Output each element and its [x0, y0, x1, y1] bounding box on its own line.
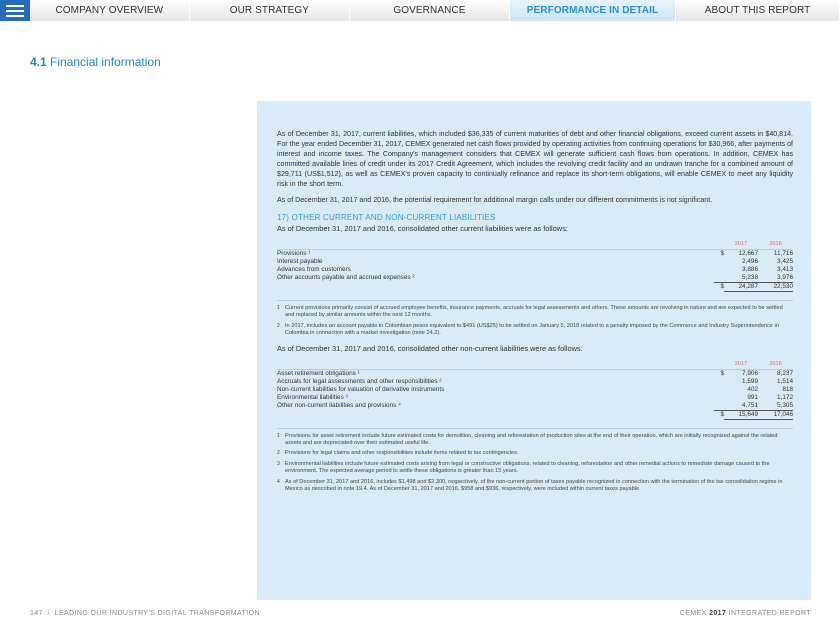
row-label: Non-current liabilities for valuation of derivative instruments	[277, 385, 445, 393]
table-row	[277, 402, 793, 411]
footer-separator: /	[45, 610, 53, 617]
tab-about-this-report[interactable]: ABOUT THIS REPORT	[676, 0, 840, 21]
hamburger-menu-icon[interactable]	[0, 0, 30, 21]
non-current-liabilities-table	[277, 359, 793, 420]
table-header-row	[277, 239, 793, 250]
row-value-2016: 818	[782, 385, 793, 393]
row-currency	[714, 258, 724, 266]
tab-governance[interactable]: GOVERNANCE	[350, 0, 510, 21]
total-value-2016: 17,046	[758, 410, 793, 419]
table-total-row	[277, 283, 793, 292]
row-value-2017: 2,496	[742, 258, 758, 265]
table1-intro: As of December 31, 2017 and 2016, consolidated other current liabilities were as follows:	[277, 224, 568, 233]
row-label: Environmental liabilities ³	[277, 393, 348, 401]
header-currency-cell	[714, 359, 724, 370]
footnote	[277, 305, 793, 320]
row-value-2017: 4,751	[742, 401, 758, 409]
header-year-2017: 2017	[724, 239, 758, 250]
table-total-row	[277, 410, 793, 419]
table-row	[277, 369, 793, 378]
tab-performance-in-detail[interactable]: PERFORMANCE IN DETAIL	[510, 0, 676, 21]
header-label-cell	[277, 359, 714, 370]
footnote-number: 2	[277, 450, 280, 457]
footnote-number: 1	[277, 432, 280, 439]
table1-footnotes	[277, 300, 793, 338]
footnote-number: 3	[277, 460, 280, 467]
footer-left-text: LEADING OUR INDUSTRY'S DIGITAL TRANSFORMATION	[54, 610, 260, 617]
footer-right-text: INTEGRATED REPORT	[728, 610, 811, 617]
row-value-2016: 3,425	[777, 258, 793, 265]
row-value-2016: 5,305	[777, 401, 793, 409]
table-row	[277, 266, 793, 274]
footer-brand: CEMEX	[679, 610, 707, 617]
footnote-number: 1	[277, 305, 280, 311]
header-currency-cell	[714, 239, 724, 250]
total-label-cell	[277, 410, 714, 419]
table-row	[277, 394, 793, 402]
footnote-text: Provisions for asset retirement include future estimated costs for demolition, cleaning and reforestation of production sites at the end of their operation, which are initially recognized against the related assets and are depreciated over their estimated useful life.	[285, 432, 778, 447]
row-value-2016: 3,976	[777, 274, 793, 281]
total-label-cell	[277, 283, 714, 292]
footnote-number: 4	[277, 478, 280, 485]
footnote-text: As of December 31, 2017 and 2016, includes $1,498 and $2,300, respectively, of the non-current portion of taxes payable recognized in connection with the termination of the tax consolidation regime in Mexico as described in note 19.4. As of December 31, 2017 and 2016, $958 and $936, respectively, were included within current taxes payable.	[285, 478, 783, 493]
footnote	[277, 323, 793, 338]
row-value-2017: 12,667	[738, 250, 758, 257]
row-currency: $	[720, 250, 724, 257]
section-title	[30, 55, 161, 69]
footnote-number: 2	[277, 322, 280, 329]
row-value-2017: 3,886	[742, 266, 758, 273]
total-currency: $	[714, 283, 724, 292]
total-value-2016: 22,530	[758, 283, 793, 292]
table2-footnotes	[277, 428, 793, 494]
footnote-text: Provisions for legal claims and other responsibilities include items related to tax contingencies.	[285, 450, 519, 457]
tab-company-overview[interactable]: COMPANY OVERVIEW	[30, 0, 190, 21]
row-currency: $	[720, 369, 724, 377]
row-value-2017: 402	[747, 385, 758, 393]
current-liabilities-table	[277, 239, 793, 292]
row-value-2017: 1,599	[742, 377, 758, 385]
header-year-2016: 2016	[758, 359, 793, 370]
row-value-2016: 1,172	[777, 393, 793, 401]
table-row	[277, 274, 793, 283]
header-year-2017: 2017	[724, 359, 758, 370]
footnote-text: In 2017, includes an account payable in Colombian pesos equivalent to $491 (US$25) to be settled on January 5, 2018 related to a penalty imposed by the Commerce and Industry Superintendence in Colombia in connection with a market investigation (note 24.2).	[285, 322, 779, 337]
row-value-2016: 3,413	[777, 266, 793, 273]
row-label: Other non-current liabilities and provisions ⁴	[277, 401, 401, 409]
row-value-2016: 1,514	[777, 377, 793, 385]
footnote	[277, 461, 793, 476]
row-value-2016: 11,716	[773, 250, 793, 257]
paragraph-margin-calls: As of December 31, 2017 and 2016, the potential requirement for additional margin calls under our different commitments is not significant.	[277, 196, 713, 204]
content-body	[277, 129, 793, 499]
footer-right	[680, 610, 811, 617]
total-currency: $	[714, 410, 724, 419]
row-label: Accruals for legal assessments and other responsibilities ²	[277, 377, 442, 385]
table-row	[277, 378, 793, 386]
header-label-cell	[277, 239, 714, 250]
footnote-text: Current provisions primarily consist of accrued employee benefits, insurance payments, accruals for legal assessments and others. These amounts are revolving in nature and are expected to be settled and replaced by similar amounts within the next 12 months.	[285, 305, 783, 319]
subsection-heading: 17) OTHER CURRENT AND NON-CURRENT LIABILITIES	[277, 213, 496, 222]
section-number: 4.1	[30, 55, 47, 69]
top-navigation	[0, 0, 840, 21]
row-currency	[714, 402, 724, 411]
row-currency	[714, 378, 724, 386]
row-label: Asset retirement obligations ¹	[277, 369, 360, 377]
content-panel	[257, 101, 811, 600]
table-row	[277, 258, 793, 266]
row-value-2016: 8,237	[777, 369, 793, 377]
row-currency	[714, 394, 724, 402]
paragraph-liquidity: As of December 31, 2017, current liabilities, which included $36,335 of current maturities of debt and other financial obligations, exceed current assets in $40,814. For the year ended December 31, 2017, CEMEX generated net cash flows provided by operating activities from continuing operations for $30,966, after payments of interest and income taxes. The Company's management considers that CEMEX will generate sufficient cash flows from operations. In addition, CEMEX has committed available lines of credit under its 2017 Credit Agreement, which includes the revolving credit facility and an undrawn tranche for a combined amount of $29,711 (US$1,512), as well as CEMEX's proven capacity to continually refinance and replace its short-term obligations, will enable CEMEX to meet any liquidity risk in the short term.	[277, 130, 793, 188]
table-row	[277, 386, 793, 394]
section-title-text: Financial information	[50, 55, 161, 69]
table2-intro: As of December 31, 2017 and 2016, consolidated other non-current liabilities were as follows:	[277, 343, 583, 353]
footnote	[277, 479, 793, 494]
row-currency	[714, 386, 724, 394]
footnote	[277, 433, 793, 448]
row-value-2017: 5,238	[742, 274, 758, 281]
total-value-2017: 15,649	[724, 410, 758, 419]
footnote-text: Environmental liabilities include future estimated costs arising from legal or constructive obligations, related to cleaning, reforestation and other remedial actions to remediate damage caused to the environment. The expected average period to settle these obligations is greater than 15 years.	[285, 460, 770, 475]
row-label: Advances from customers	[277, 266, 351, 273]
footer-left	[30, 610, 260, 617]
page-number: 147	[30, 610, 43, 617]
table-header-row	[277, 359, 793, 370]
tab-our-strategy[interactable]: OUR STRATEGY	[190, 0, 350, 21]
row-label: Provisions ¹	[277, 250, 311, 257]
total-value-2017: 24,287	[724, 283, 758, 292]
row-value-2017: 7,906	[742, 369, 758, 377]
header-year-2016: 2016	[758, 239, 793, 250]
table-row	[277, 250, 793, 259]
footer-year: 2017	[709, 610, 727, 617]
row-currency	[714, 274, 724, 283]
row-label: Interest payable	[277, 258, 323, 265]
row-value-2017: 991	[747, 393, 758, 401]
footnote	[277, 450, 793, 457]
row-label: Other accounts payable and accrued expenses ²	[277, 274, 415, 282]
row-currency	[714, 266, 724, 274]
